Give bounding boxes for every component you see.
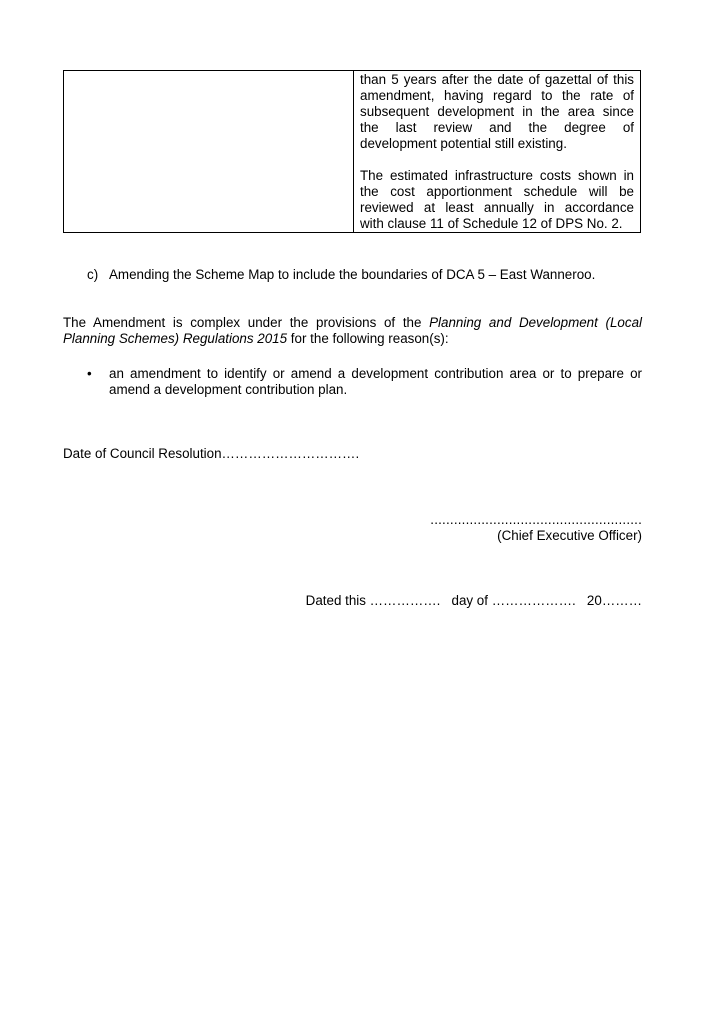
bullet-line-2: amend a development contribution plan. — [109, 382, 348, 397]
paragraph-line-2 — [63, 331, 642, 347]
dated-line: Dated this ……………. day of ………………. 20……… — [305, 593, 642, 608]
reason-bullet — [87, 366, 642, 398]
table-right-cell — [354, 71, 640, 232]
signature-line: ...................................................... — [430, 512, 642, 527]
costs-line: The estimated infrastructure costs shown in — [360, 168, 634, 183]
costs-paragraph — [360, 168, 634, 232]
bullet-icon: • — [87, 366, 92, 381]
list-item-text: Amending the Scheme Map to include the boundaries of DCA 5 – East Wanneroo. — [109, 267, 596, 282]
costs-line: reviewed at least annually in accordance — [360, 200, 634, 215]
list-item-label: c) — [87, 267, 99, 282]
review-paragraph — [360, 72, 634, 152]
table-left-cell — [64, 71, 354, 232]
list-item-c — [87, 267, 595, 283]
regulations-title-part-2: Planning Schemes) Regulations 2015 — [63, 331, 288, 346]
signatory-title: (Chief Executive Officer) — [497, 528, 642, 543]
review-line: than 5 years after the date of gazettal of this — [360, 72, 634, 87]
review-line: the last review and the degree of — [360, 120, 634, 135]
bullet-line-1: an amendment to identify or amend a development contribution area or to prepare or — [109, 366, 642, 381]
paragraph-tail-text: for the following reason(s): — [287, 331, 449, 346]
council-resolution-date: Date of Council Resolution…………………………. — [63, 446, 360, 461]
paragraph-line-1 — [63, 315, 642, 331]
review-line: amendment, having regard to the rate of — [360, 88, 634, 103]
costs-line: with clause 11 of Schedule 12 of DPS No. 2. — [360, 216, 623, 231]
bullet-text — [109, 366, 642, 398]
amendment-table — [63, 70, 641, 233]
review-line: subsequent development in the area since — [360, 104, 634, 119]
costs-line: the cost apportionment schedule will be — [360, 184, 634, 199]
review-line: development potential still existing. — [360, 136, 567, 151]
complex-amendment-paragraph — [63, 315, 642, 347]
paragraph-lead-text: The Amendment is complex under the provisions of the — [63, 315, 430, 330]
regulations-title-part-1: Planning and Development (Local — [429, 315, 642, 330]
